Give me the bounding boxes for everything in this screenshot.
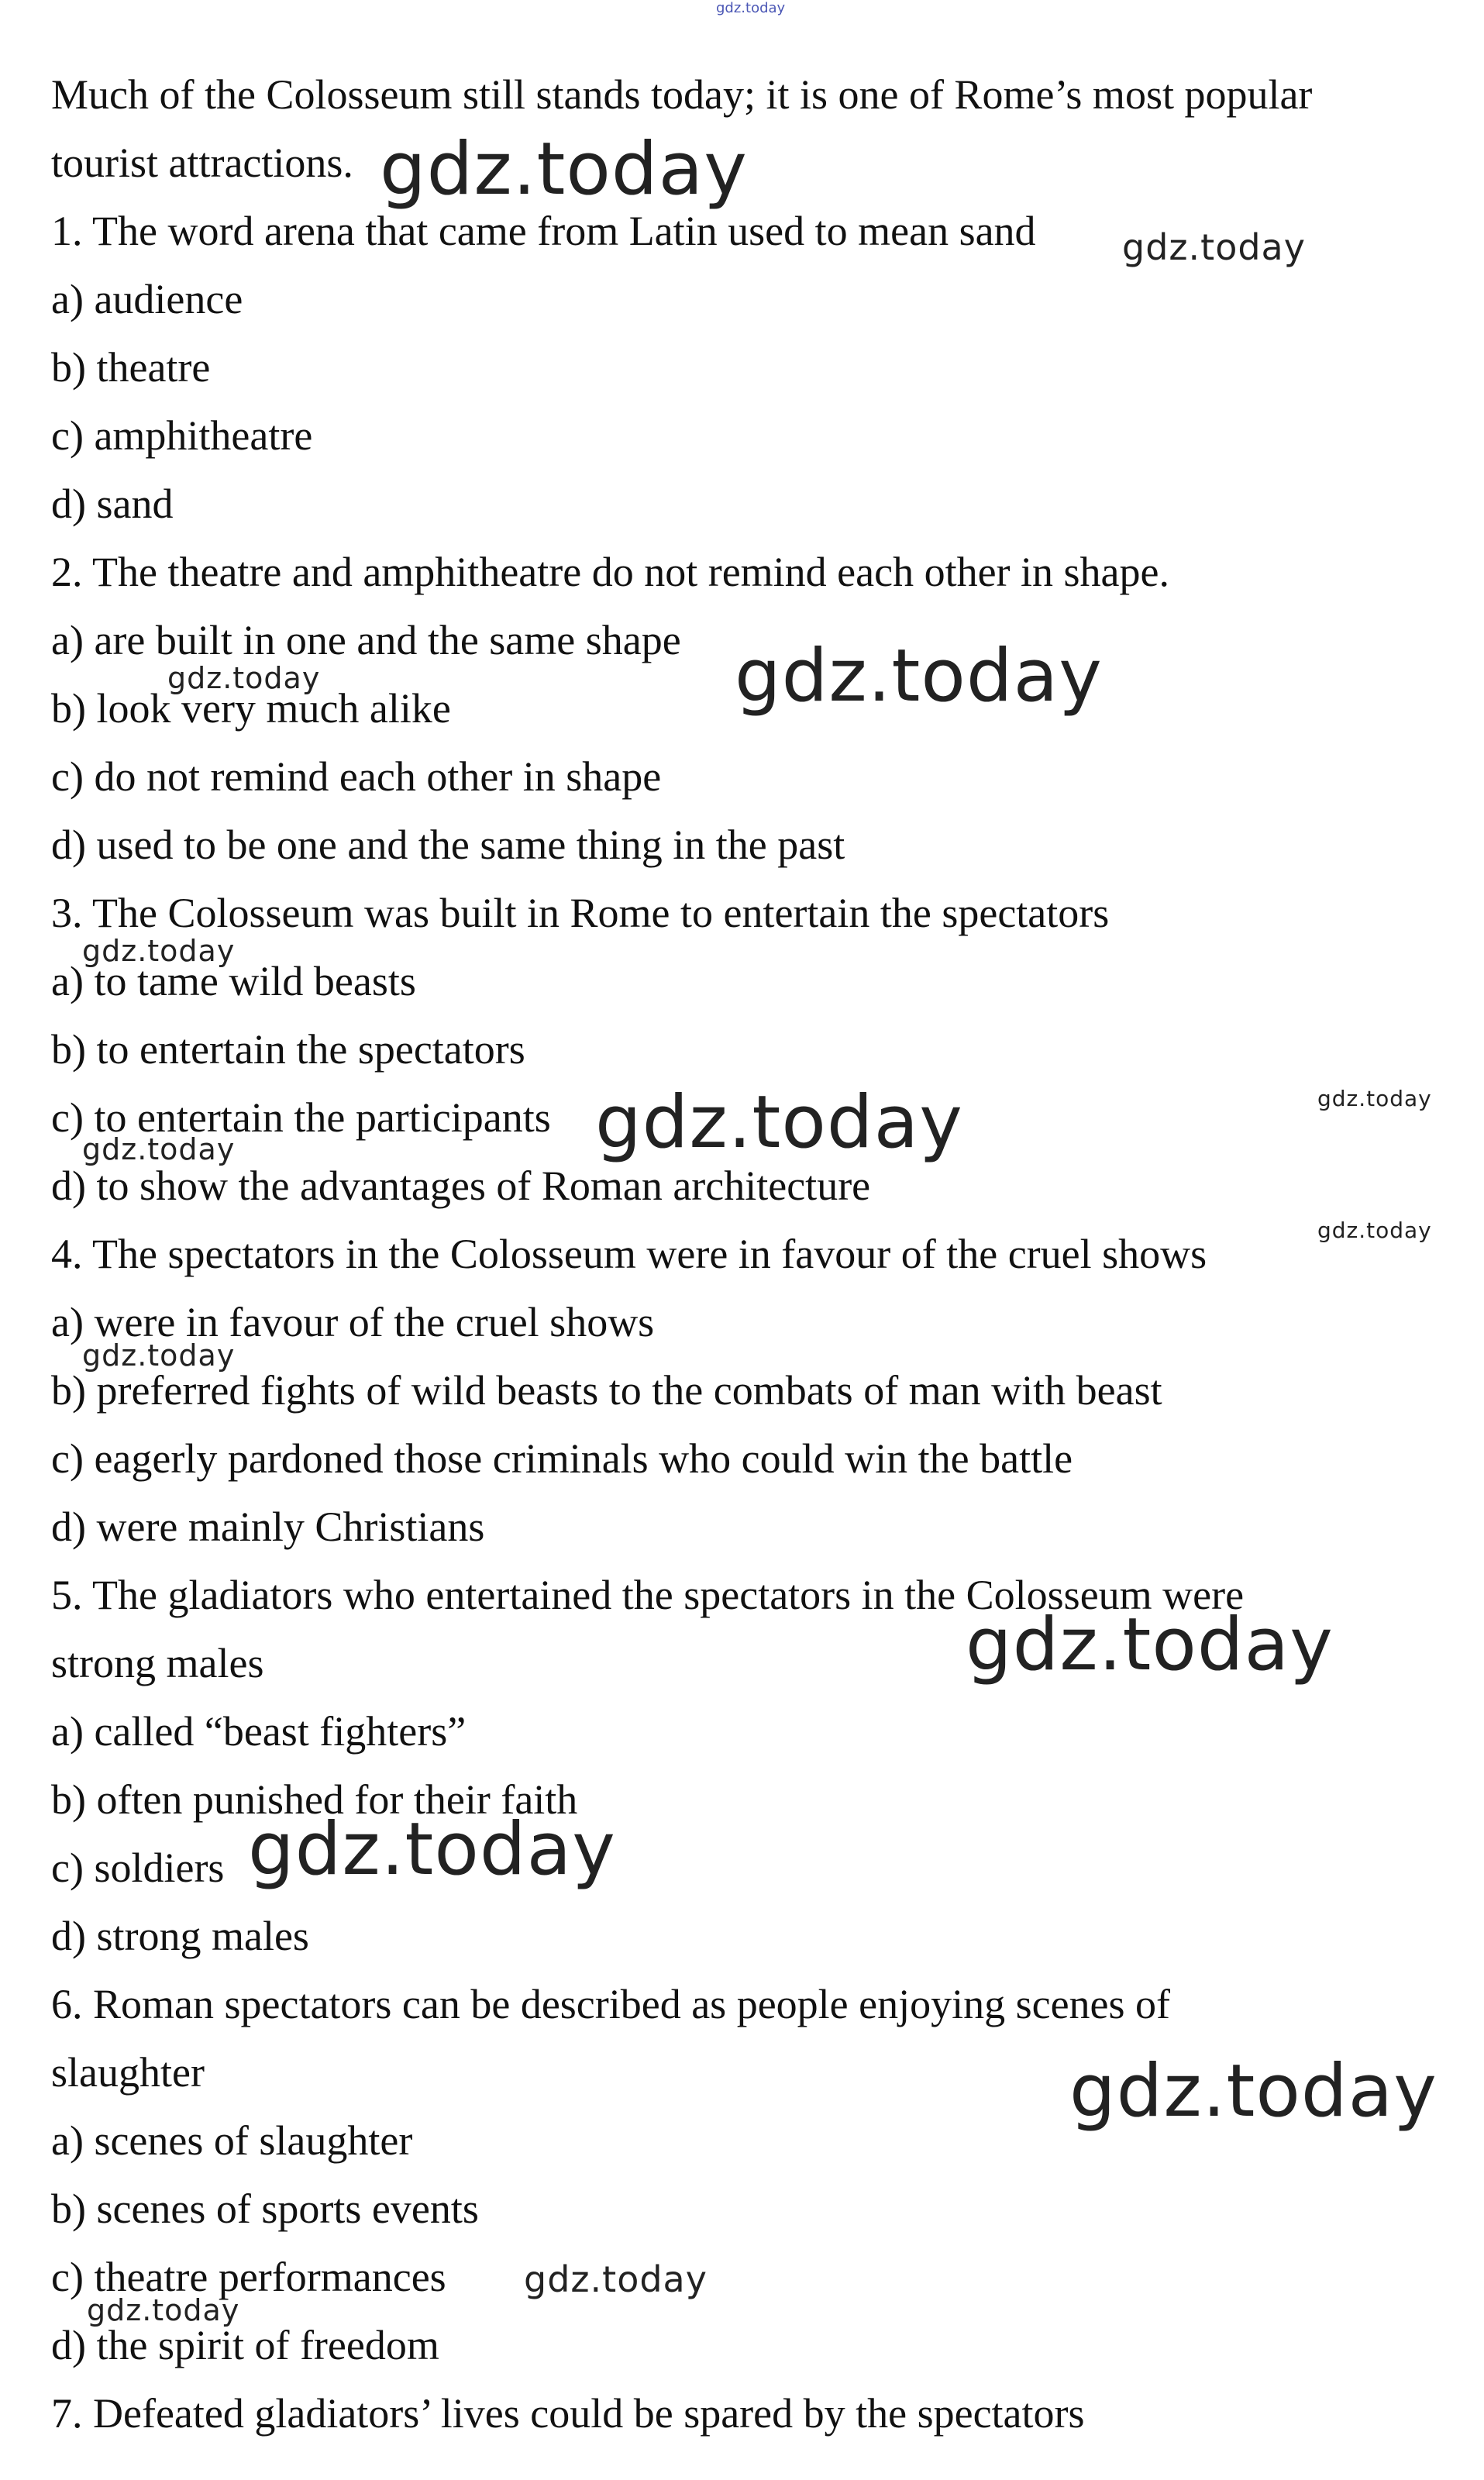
watermark: gdz.today	[1317, 1218, 1432, 1243]
question-4-option-b: b) preferred fights of wild beasts to the combats of man with beast	[51, 1367, 1162, 1414]
question-7-text: 7. Defeated gladiators’ lives could be spared by the spectators	[51, 2390, 1085, 2437]
watermark: gdz.today	[1317, 1086, 1432, 1111]
watermark: gdz.today	[1122, 226, 1306, 268]
question-2-text: 2. The theatre and amphitheatre do not remind each other in shape.	[51, 549, 1169, 595]
question-6-option-c: c) theatre performances	[51, 2254, 446, 2300]
question-1-text: 1. The word arena that came from Latin used to mean sand	[51, 208, 1036, 254]
question-1-option-d: d) sand	[51, 480, 174, 527]
question-6-text: slaughter	[51, 2049, 205, 2096]
question-5-option-b: b) often punished for their faith	[51, 1776, 578, 1823]
question-6-option-a: a) scenes of slaughter	[51, 2117, 413, 2164]
question-5-option-c: c) soldiers	[51, 1844, 225, 1891]
question-2-option-d: d) used to be one and the same thing in the past	[51, 822, 845, 868]
question-6-option-d: d) the spirit of freedom	[51, 2322, 439, 2368]
watermark: gdz.today	[524, 2258, 708, 2300]
question-4-option-d: d) were mainly Christians	[51, 1504, 485, 1550]
question-1-option-a: a) audience	[51, 276, 243, 322]
question-5-text: strong males	[51, 1640, 264, 1686]
question-3-option-a: a) to tame wild beasts	[51, 958, 416, 1004]
intro-line: Much of the Colosseum still stands today; it is one of Rome’s most popular	[51, 71, 1313, 118]
question-2-option-a: a) are built in one and the same shape	[51, 617, 681, 663]
header-watermark: gdz.today	[716, 0, 786, 16]
intro-line: tourist attractions.	[51, 140, 353, 186]
question-3-option-b: b) to entertain the spectators	[51, 1026, 525, 1073]
question-4-option-a: a) were in favour of the cruel shows	[51, 1299, 655, 1345]
question-6-text: 6. Roman spectators can be described as people enjoying scenes of	[51, 1981, 1171, 2027]
question-2-option-b: b) look very much alike	[51, 685, 451, 732]
watermark: gdz.today	[735, 634, 1103, 718]
question-1-option-b: b) theatre	[51, 344, 211, 391]
watermark: gdz.today	[82, 1132, 236, 1166]
watermark: gdz.today	[87, 2293, 240, 2327]
question-1-option-c: c) amphitheatre	[51, 412, 313, 459]
watermark: gdz.today	[248, 1807, 616, 1892]
watermark: gdz.today	[167, 661, 321, 695]
watermark: gdz.today	[966, 1603, 1334, 1687]
watermark: gdz.today	[380, 127, 748, 212]
watermark: gdz.today	[1069, 2049, 1438, 2134]
question-5-option-d: d) strong males	[51, 1913, 309, 1959]
question-2-option-c: c) do not remind each other in shape	[51, 753, 662, 800]
question-6-option-b: b) scenes of sports events	[51, 2186, 479, 2232]
question-3-option-c: c) to entertain the participants	[51, 1094, 551, 1141]
question-4-text: 4. The spectators in the Colosseum were in favour of the cruel shows	[51, 1231, 1207, 1277]
question-5-option-a: a) called “beast fighters”	[51, 1708, 467, 1755]
question-3-text: 3. The Colosseum was built in Rome to entertain the spectators	[51, 890, 1110, 936]
watermark: gdz.today	[82, 1338, 236, 1373]
watermark: gdz.today	[82, 934, 236, 968]
question-3-option-d: d) to show the advantages of Roman architecture	[51, 1162, 871, 1209]
watermark: gdz.today	[595, 1080, 963, 1165]
question-5-text: 5. The gladiators who entertained the spectators in the Colosseum were	[51, 1572, 1245, 1618]
question-4-option-c: c) eagerly pardoned those criminals who could win the battle	[51, 1435, 1073, 1482]
